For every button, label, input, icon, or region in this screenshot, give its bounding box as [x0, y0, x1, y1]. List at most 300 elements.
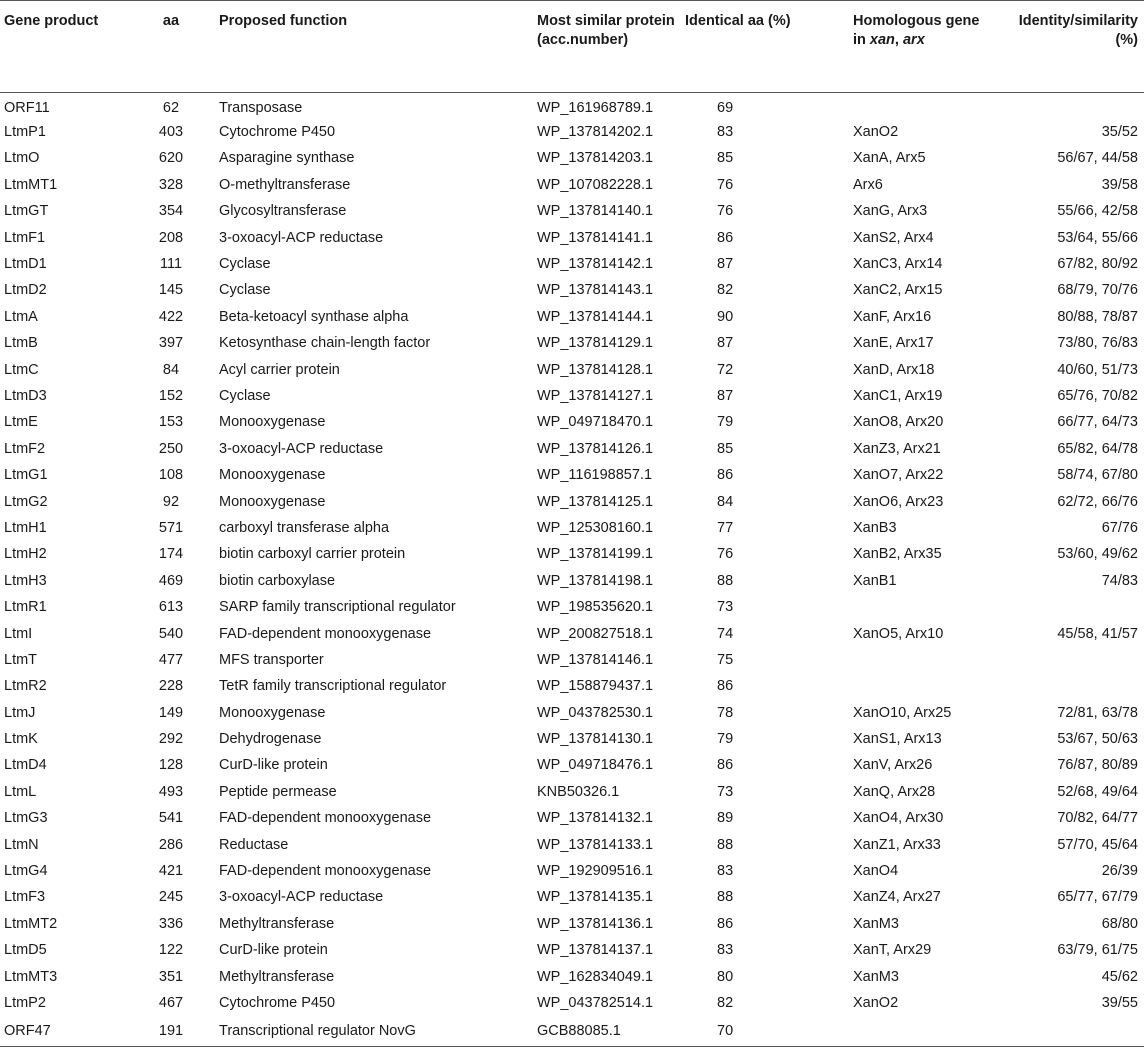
cell-most-similar-protein: WP_049718470.1: [537, 414, 654, 431]
cell-aa: 111: [159, 256, 183, 273]
cell-proposed-function: biotin carboxyl carrier protein: [219, 546, 406, 563]
table-row: [0, 383, 1144, 409]
cell-identical-aa: 83: [717, 863, 734, 880]
cell-proposed-function: CurD-like protein: [219, 757, 328, 774]
cell-aa: 245: [158, 889, 184, 906]
table-row: [0, 699, 1144, 725]
cell-gene-product: LtmR1: [4, 599, 47, 616]
cell-aa: 571: [158, 519, 184, 536]
cell-identity-similarity: 57/70, 45/64: [1057, 836, 1138, 853]
cell-most-similar-protein: WP_192909516.1: [537, 863, 654, 880]
cell-homologous-gene: [849, 673, 989, 699]
cell-most-similar-protein: WP_137814136.1: [537, 915, 654, 932]
cell-most-similar-protein: WP_137814142.1: [537, 256, 654, 273]
cell-proposed-function: Beta-ketoacyl synthase alpha: [219, 308, 409, 325]
cell-homologous-gene: XanO4: [853, 863, 899, 880]
cell-homologous-gene: XanA, Arx5: [853, 150, 926, 167]
cell-identity-similarity: 72/81, 63/78: [1057, 704, 1138, 721]
cell-identity-similarity: [989, 594, 1144, 620]
cell-most-similar-protein: WP_137814202.1: [537, 124, 654, 141]
cell-proposed-function: 3-oxoacyl-ACP reductase: [219, 229, 384, 246]
cell-aa: 84: [162, 361, 180, 378]
cell-gene-product: LtmF3: [4, 889, 46, 906]
cell-identity-similarity: 35/52: [1101, 124, 1138, 141]
cell-gene-product: LtmMT2: [4, 915, 58, 932]
cell-homologous-gene: [849, 93, 989, 119]
cell-homologous-gene: XanZ1, Arx33: [853, 836, 941, 853]
cell-gene-product: LtmF1: [4, 229, 46, 246]
cell-identity-similarity: 67/76: [1101, 519, 1138, 536]
table-row: [0, 620, 1144, 646]
cell-aa: 286: [158, 836, 184, 853]
cell-gene-product: LtmL: [4, 783, 37, 800]
cell-gene-product: LtmH2: [4, 546, 47, 563]
cell-most-similar-protein: WP_107082228.1: [537, 176, 654, 193]
cell-identity-similarity: 65/82, 64/78: [1057, 440, 1138, 457]
table-row: [0, 831, 1144, 857]
cell-most-similar-protein: WP_162834049.1: [537, 968, 654, 985]
cell-identity-similarity: 39/55: [1101, 994, 1138, 1011]
table-row: [0, 119, 1144, 145]
cell-gene-product: LtmO: [4, 150, 40, 167]
cell-gene-product: ORF47: [4, 1022, 51, 1039]
cell-identical-aa: 83: [717, 942, 734, 959]
table-row: [0, 805, 1144, 831]
cell-proposed-function: FAD-dependent monooxygenase: [219, 625, 432, 642]
cell-gene-product: LtmC: [4, 361, 39, 378]
cell-most-similar-protein: WP_125308160.1: [537, 519, 654, 536]
cell-proposed-function: Monooxygenase: [219, 493, 326, 510]
cell-identical-aa: 85: [717, 440, 734, 457]
cell-homologous-gene: XanO2: [853, 994, 899, 1011]
cell-most-similar-protein: WP_137814126.1: [537, 440, 654, 457]
cell-identical-aa: 70: [717, 1022, 734, 1039]
table-row: [0, 937, 1144, 963]
header-homologous-gene-arx: arx: [902, 32, 925, 48]
cell-gene-product: LtmR2: [4, 678, 47, 695]
cell-most-similar-protein: WP_137814146.1: [537, 651, 654, 668]
cell-homologous-gene: XanM3: [853, 968, 899, 985]
cell-gene-product: LtmG4: [4, 863, 48, 880]
table-row: [0, 1016, 1144, 1046]
cell-most-similar-protein: WP_049718476.1: [537, 757, 654, 774]
cell-proposed-function: Cytochrome P450: [219, 994, 336, 1011]
cell-proposed-function: 3-oxoacyl-ACP reductase: [219, 889, 384, 906]
table-row: [0, 647, 1144, 673]
cell-homologous-gene: XanB1: [853, 572, 897, 589]
cell-identical-aa: 87: [717, 335, 734, 352]
cell-aa: 540: [158, 625, 184, 642]
cell-aa: 250: [158, 440, 184, 457]
cell-homologous-gene: XanO2: [853, 124, 899, 141]
cell-proposed-function: 3-oxoacyl-ACP reductase: [219, 440, 384, 457]
table-header: [0, 1, 1144, 93]
cell-most-similar-protein: WP_116198857.1: [537, 467, 653, 484]
cell-gene-product: LtmMT1: [4, 176, 58, 193]
cell-aa: 149: [158, 704, 184, 721]
cell-identity-similarity: [989, 93, 1144, 119]
cell-proposed-function: Reductase: [219, 836, 289, 853]
cell-identical-aa: 86: [717, 229, 734, 246]
table-row: [0, 963, 1144, 989]
cell-proposed-function: SARP family transcriptional regulator: [219, 599, 456, 616]
cell-most-similar-protein: WP_137814125.1: [537, 493, 654, 510]
table-row: [0, 779, 1144, 805]
cell-aa: 328: [158, 176, 184, 193]
cell-aa: 336: [158, 915, 184, 932]
cell-proposed-function: Methyltransferase: [219, 968, 335, 985]
cell-most-similar-protein: WP_161968789.1: [537, 100, 654, 117]
cell-gene-product: LtmMT3: [4, 968, 58, 985]
cell-identity-similarity: 62/72, 66/76: [1057, 493, 1138, 510]
cell-identity-similarity: 53/64, 55/66: [1057, 229, 1138, 246]
cell-aa: 422: [158, 308, 184, 325]
cell-most-similar-protein: WP_137814135.1: [537, 889, 654, 906]
cell-most-similar-protein: WP_137814137.1: [537, 942, 654, 959]
cell-identity-similarity: 66/77, 64/73: [1057, 414, 1138, 431]
cell-identical-aa: 86: [717, 757, 734, 774]
cell-identity-similarity: 45/62: [1101, 968, 1138, 985]
header-aa: aa: [162, 13, 180, 29]
cell-homologous-gene: XanG, Arx3: [853, 203, 928, 220]
cell-homologous-gene: XanB2, Arx35: [853, 546, 942, 563]
cell-identical-aa: 78: [717, 704, 734, 721]
cell-identical-aa: 79: [717, 731, 734, 748]
cell-identical-aa: 86: [717, 467, 734, 484]
cell-aa: 613: [158, 599, 184, 616]
table-row: [0, 488, 1144, 514]
table-row: [0, 356, 1144, 382]
table-row: [0, 436, 1144, 462]
table-row: [0, 911, 1144, 937]
table-row: [0, 409, 1144, 435]
header-homologous-gene-sep: ,: [894, 32, 903, 48]
cell-identical-aa: 86: [717, 678, 734, 695]
cell-identical-aa: 84: [717, 493, 734, 510]
cell-identity-similarity: 53/60, 49/62: [1057, 546, 1138, 563]
cell-aa: 403: [158, 124, 184, 141]
cell-most-similar-protein: WP_137814127.1: [537, 387, 654, 404]
header-homologous-gene-xan: xan: [869, 32, 895, 48]
table-row: [0, 172, 1144, 198]
cell-proposed-function: Transposase: [219, 100, 303, 117]
cell-aa: 145: [158, 282, 184, 299]
cell-aa: 152: [158, 387, 184, 404]
cell-gene-product: LtmB: [4, 335, 38, 352]
header-proposed-function: Proposed function: [219, 13, 348, 29]
cell-identical-aa: 76: [717, 546, 734, 563]
cell-aa: 493: [158, 783, 184, 800]
cell-proposed-function: Asparagine synthase: [219, 150, 355, 167]
cell-gene-product: LtmGT: [4, 203, 49, 220]
cell-homologous-gene: [849, 594, 989, 620]
cell-gene-product: LtmI: [4, 625, 33, 642]
cell-gene-product: LtmD2: [4, 282, 47, 299]
cell-identity-similarity: [989, 647, 1144, 673]
cell-gene-product: LtmF2: [4, 440, 46, 457]
cell-proposed-function: MFS transporter: [219, 651, 324, 668]
cell-aa: 128: [158, 757, 184, 774]
cell-identical-aa: 88: [717, 836, 734, 853]
cell-gene-product: LtmJ: [4, 704, 36, 721]
cell-proposed-function: CurD-like protein: [219, 942, 328, 959]
cell-identical-aa: 86: [717, 915, 734, 932]
cell-homologous-gene: XanC1, Arx19: [853, 387, 943, 404]
cell-proposed-function: FAD-dependent monooxygenase: [219, 863, 432, 880]
cell-identical-aa: 89: [717, 810, 734, 827]
table-row: [0, 93, 1144, 119]
cell-identical-aa: 74: [717, 625, 734, 642]
table-row: [0, 752, 1144, 778]
cell-homologous-gene: XanT, Arx29: [853, 942, 932, 959]
cell-most-similar-protein: KNB50326.1: [537, 783, 620, 800]
cell-aa: 397: [158, 335, 184, 352]
cell-homologous-gene: XanO10, Arx25: [853, 704, 952, 721]
cell-identity-similarity: 70/82, 64/77: [1057, 810, 1138, 827]
table-row: [0, 858, 1144, 884]
cell-aa: 92: [162, 493, 180, 510]
cell-homologous-gene: Arx6: [853, 176, 883, 193]
cell-gene-product: LtmA: [4, 308, 38, 325]
cell-identical-aa: 88: [717, 572, 734, 589]
cell-identity-similarity: [989, 673, 1144, 699]
table-row: [0, 726, 1144, 752]
cell-gene-product: LtmD3: [4, 387, 47, 404]
cell-gene-product: LtmG2: [4, 493, 48, 510]
cell-identical-aa: 88: [717, 889, 734, 906]
table-row: [0, 330, 1144, 356]
cell-aa: 354: [158, 203, 184, 220]
cell-identity-similarity: 45/58, 41/57: [1057, 625, 1138, 642]
cell-most-similar-protein: WP_043782530.1: [537, 704, 654, 721]
cell-identity-similarity: 26/39: [1101, 863, 1138, 880]
table-body: [0, 93, 1144, 1047]
table-row: [0, 224, 1144, 250]
cell-homologous-gene: XanO6, Arx23: [853, 493, 944, 510]
table-row: [0, 515, 1144, 541]
cell-homologous-gene: XanZ4, Arx27: [853, 889, 941, 906]
cell-proposed-function: Cyclase: [219, 256, 271, 273]
cell-homologous-gene: XanZ3, Arx21: [853, 440, 941, 457]
cell-gene-product: LtmG1: [4, 467, 48, 484]
cell-aa: 292: [158, 731, 184, 748]
cell-identical-aa: 73: [717, 599, 734, 616]
cell-identity-similarity: 58/74, 67/80: [1057, 467, 1138, 484]
cell-most-similar-protein: WP_137814141.1: [537, 229, 654, 246]
cell-homologous-gene: XanC3, Arx14: [853, 256, 943, 273]
cell-gene-product: LtmD1: [4, 256, 47, 273]
cell-homologous-gene: XanD, Arx18: [853, 361, 935, 378]
cell-homologous-gene: XanE, Arx17: [853, 335, 934, 352]
cell-identity-similarity: 65/76, 70/82: [1057, 387, 1138, 404]
cell-identical-aa: 72: [717, 361, 734, 378]
cell-proposed-function: O-methyltransferase: [219, 176, 351, 193]
header-homologous-gene: [849, 1, 989, 93]
cell-homologous-gene: XanM3: [853, 915, 899, 932]
cell-proposed-function: TetR family transcriptional regulator: [219, 678, 447, 695]
cell-homologous-gene: XanS1, Arx13: [853, 731, 942, 748]
cell-identity-similarity: 68/80: [1101, 915, 1138, 932]
cell-proposed-function: Monooxygenase: [219, 414, 326, 431]
cell-identical-aa: 79: [717, 414, 734, 431]
cell-most-similar-protein: WP_137814140.1: [537, 203, 654, 220]
cell-identical-aa: 77: [717, 519, 734, 536]
cell-aa: 122: [158, 942, 184, 959]
header-identity-similarity: Identity/similarity (%): [1018, 13, 1138, 48]
cell-aa: 62: [162, 100, 180, 117]
cell-aa: 174: [158, 546, 184, 563]
cell-gene-product: LtmH3: [4, 572, 47, 589]
cell-identical-aa: 76: [717, 203, 734, 220]
cell-homologous-gene: XanO8, Arx20: [853, 414, 944, 431]
cell-identity-similarity: 67/82, 80/92: [1057, 256, 1138, 273]
cell-identical-aa: 82: [717, 282, 734, 299]
cell-identical-aa: 82: [717, 994, 734, 1011]
header-identical-aa: Identical aa (%): [685, 13, 791, 29]
cell-homologous-gene: XanO5, Arx10: [853, 625, 944, 642]
cell-identical-aa: 90: [717, 308, 734, 325]
cell-identity-similarity: 80/88, 78/87: [1057, 308, 1138, 325]
cell-aa: 351: [158, 968, 184, 985]
cell-proposed-function: biotin carboxylase: [219, 572, 336, 589]
cell-identity-similarity: 63/79, 61/75: [1057, 942, 1138, 959]
table-row: [0, 304, 1144, 330]
cell-identical-aa: 85: [717, 150, 734, 167]
cell-gene-product: LtmP1: [4, 124, 46, 141]
header-most-similar-protein: Most similar protein (acc.number): [537, 13, 675, 48]
cell-aa: 469: [158, 572, 184, 589]
cell-gene-product: LtmD5: [4, 942, 47, 959]
cell-proposed-function: carboxyl transferase alpha: [219, 519, 390, 536]
cell-proposed-function: FAD-dependent monooxygenase: [219, 810, 432, 827]
cell-gene-product: LtmP2: [4, 994, 46, 1011]
cell-most-similar-protein: WP_198535620.1: [537, 599, 654, 616]
table-row: [0, 884, 1144, 910]
table-row: [0, 251, 1144, 277]
cell-identical-aa: 87: [717, 387, 734, 404]
cell-homologous-gene: XanV, Arx26: [853, 757, 933, 774]
cell-aa: 108: [158, 467, 184, 484]
cell-most-similar-protein: WP_137814144.1: [537, 308, 654, 325]
cell-identity-similarity: 53/67, 50/63: [1057, 731, 1138, 748]
cell-most-similar-protein: WP_043782514.1: [537, 994, 654, 1011]
cell-proposed-function: Dehydrogenase: [219, 731, 322, 748]
cell-proposed-function: Acyl carrier protein: [219, 361, 340, 378]
cell-proposed-function: Transcriptional regulator NovG: [219, 1022, 416, 1039]
cell-aa: 477: [158, 651, 184, 668]
cell-most-similar-protein: WP_137814129.1: [537, 335, 654, 352]
cell-homologous-gene: [849, 1016, 989, 1046]
table-row: [0, 568, 1144, 594]
cell-gene-product: LtmK: [4, 731, 38, 748]
cell-aa: 191: [158, 1022, 184, 1039]
cell-proposed-function: Methyltransferase: [219, 915, 335, 932]
table-row: [0, 462, 1144, 488]
table-row: [0, 990, 1144, 1016]
cell-gene-product: ORF11: [4, 100, 50, 117]
cell-homologous-gene: XanF, Arx16: [853, 308, 932, 325]
cell-aa: 620: [158, 150, 184, 167]
table-row: [0, 541, 1144, 567]
cell-identity-similarity: 39/58: [1101, 176, 1138, 193]
cell-aa: 421: [158, 863, 184, 880]
cell-identical-aa: 80: [717, 968, 734, 985]
cell-identity-similarity: 68/79, 70/76: [1057, 282, 1138, 299]
table-row: [0, 277, 1144, 303]
cell-identity-similarity: 52/68, 49/64: [1057, 783, 1138, 800]
cell-identity-similarity: 76/87, 80/89: [1057, 757, 1138, 774]
cell-proposed-function: Monooxygenase: [219, 704, 326, 721]
cell-homologous-gene: XanO7, Arx22: [853, 467, 944, 484]
cell-identical-aa: 69: [717, 100, 734, 117]
cell-most-similar-protein: WP_137814203.1: [537, 150, 654, 167]
cell-aa: 541: [158, 810, 184, 827]
cell-identical-aa: 73: [717, 783, 734, 800]
cell-identity-similarity: 55/66, 42/58: [1057, 203, 1138, 220]
cell-identity-similarity: 56/67, 44/58: [1057, 150, 1138, 167]
cell-gene-product: LtmD4: [4, 757, 47, 774]
cell-identical-aa: 76: [717, 176, 734, 193]
cell-identical-aa: 75: [717, 651, 734, 668]
header-gene-product: Gene product: [4, 13, 99, 29]
cell-aa: 208: [158, 229, 184, 246]
cell-most-similar-protein: WP_137814143.1: [537, 282, 654, 299]
cell-identity-similarity: 40/60, 51/73: [1057, 361, 1138, 378]
cell-homologous-gene: [849, 647, 989, 673]
cell-proposed-function: Glycosyltransferase: [219, 203, 347, 220]
cell-aa: 153: [158, 414, 184, 431]
cell-gene-product: LtmN: [4, 836, 39, 853]
cell-proposed-function: Cyclase: [219, 387, 271, 404]
cell-homologous-gene: XanC2, Arx15: [853, 282, 943, 299]
table-row: [0, 594, 1144, 620]
cell-proposed-function: Cyclase: [219, 282, 271, 299]
cell-gene-product: LtmT: [4, 651, 38, 668]
cell-most-similar-protein: WP_200827518.1: [537, 625, 654, 642]
cell-most-similar-protein: WP_137814199.1: [537, 546, 654, 563]
header-row: [0, 1, 1144, 93]
cell-aa: 228: [158, 678, 184, 695]
cell-most-similar-protein: WP_137814132.1: [537, 810, 654, 827]
cell-gene-product: LtmH1: [4, 519, 47, 536]
cell-most-similar-protein: WP_137814133.1: [537, 836, 654, 853]
cell-most-similar-protein: WP_137814128.1: [537, 361, 654, 378]
table-row: [0, 145, 1144, 171]
cell-identity-similarity: 73/80, 76/83: [1057, 335, 1138, 352]
cell-proposed-function: Monooxygenase: [219, 467, 326, 484]
table-row: [0, 673, 1144, 699]
cell-homologous-gene: XanO4, Arx30: [853, 810, 944, 827]
cell-most-similar-protein: WP_158879437.1: [537, 678, 654, 695]
cell-identical-aa: 83: [717, 124, 734, 141]
cell-most-similar-protein: GCB88085.1: [537, 1022, 621, 1039]
cell-homologous-gene: XanB3: [853, 519, 897, 536]
cell-identical-aa: 87: [717, 256, 734, 273]
cell-most-similar-protein: WP_137814198.1: [537, 572, 654, 589]
header-homologous-gene-prefix: Homologous gene in: [853, 13, 980, 48]
cell-gene-product: LtmG3: [4, 810, 48, 827]
cell-identity-similarity: [989, 1016, 1144, 1046]
cell-proposed-function: Peptide permease: [219, 783, 337, 800]
cell-homologous-gene: XanQ, Arx28: [853, 783, 936, 800]
cell-identity-similarity: 74/83: [1101, 572, 1138, 589]
cell-gene-product: LtmE: [4, 414, 38, 431]
cell-homologous-gene: XanS2, Arx4: [853, 229, 934, 246]
cell-identity-similarity: 65/77, 67/79: [1057, 889, 1138, 906]
cell-proposed-function: Cytochrome P450: [219, 124, 336, 141]
table-row: [0, 198, 1144, 224]
cell-aa: 467: [158, 994, 184, 1011]
